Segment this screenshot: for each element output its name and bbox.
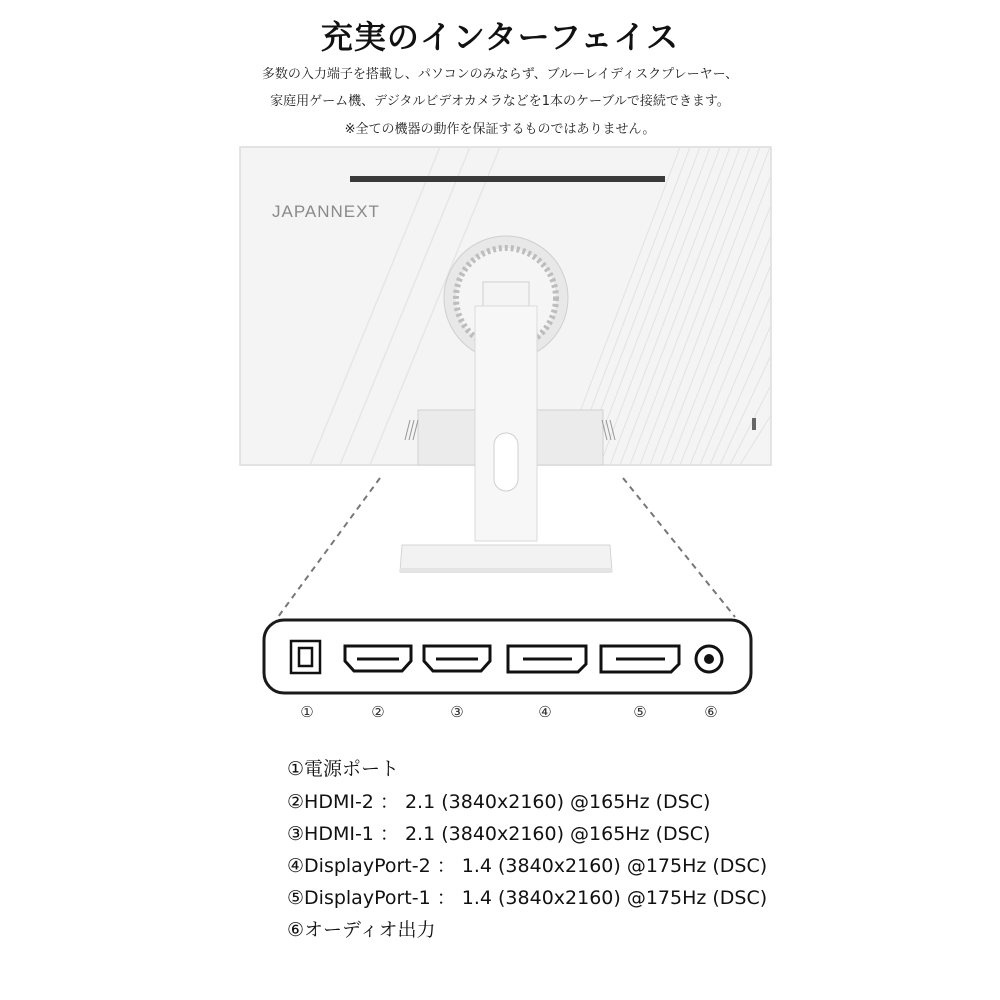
stand-base bbox=[400, 545, 612, 573]
spec-power: ①電源ポート bbox=[287, 758, 400, 780]
port-number-3: ③ bbox=[450, 703, 464, 721]
port-number-6: ⑥ bbox=[704, 703, 718, 721]
brand-logo: JAPANNEXT bbox=[272, 202, 380, 221]
spec-displayport-2: ④DisplayPort-2 ： 1.4 (3840x2160) @175Hz (DSC) bbox=[287, 855, 768, 877]
spec-audio-out: ⑥オーディオ出力 bbox=[287, 919, 436, 941]
port-number-1: ① bbox=[300, 703, 314, 721]
disclaimer-note: ※全ての機器の動作を保証するものではありません。 bbox=[344, 122, 656, 137]
spec-displayport-1: ⑤DisplayPort-1 ： 1.4 (3840x2160) @175Hz (DSC) bbox=[287, 887, 768, 909]
page-title: 充実のインターフェイス bbox=[320, 18, 680, 56]
port-number-5: ⑤ bbox=[633, 703, 647, 721]
spec-hdmi-2: ②HDMI-2 ： 2.1 (3840x2160) @165Hz (DSC) bbox=[287, 791, 711, 813]
port-number-4: ④ bbox=[538, 703, 552, 721]
stand-neck bbox=[475, 306, 537, 541]
spec-hdmi-1: ③HDMI-1 ： 2.1 (3840x2160) @165Hz (DSC) bbox=[287, 823, 711, 845]
port-number-2: ② bbox=[371, 703, 385, 721]
description-line-2: 家庭用ゲーム機、デジタルビデオカメラなどを1本のケーブルで接続できます。 bbox=[270, 94, 730, 109]
description-line-1: 多数の入力端子を搭載し、パソコンのみならず、ブルーレイディスクプレーヤー、 bbox=[261, 67, 739, 82]
